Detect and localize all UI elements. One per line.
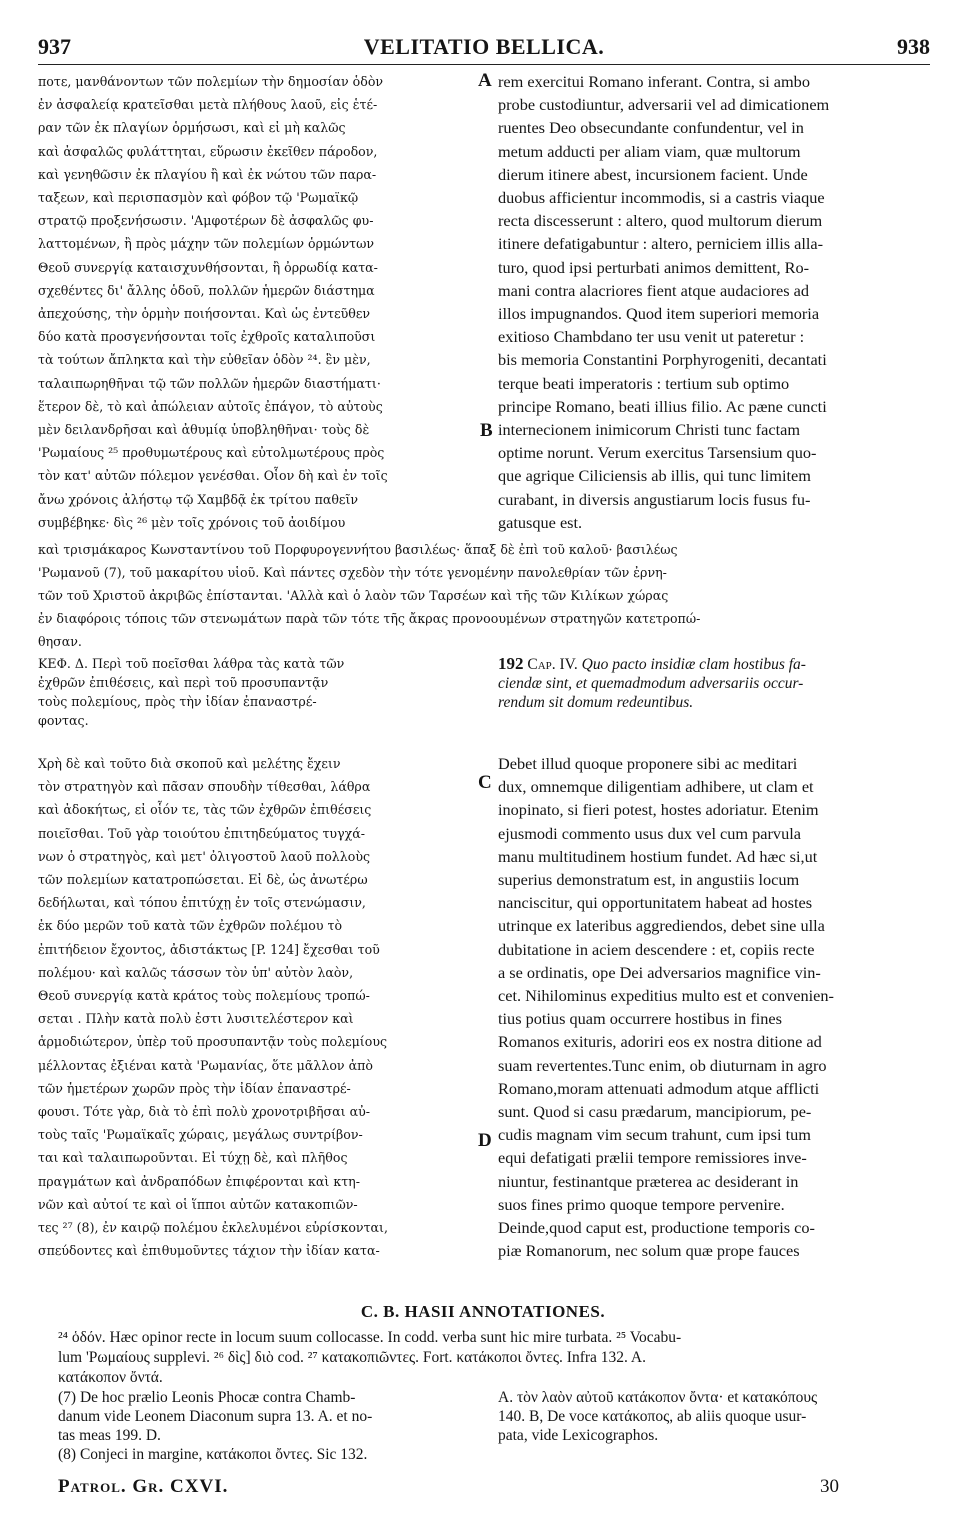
running-title: VELITATIO BELLICA. [363, 34, 605, 59]
text-line: illos impugnandos. Quod item superiori memoria [498, 304, 820, 324]
text-line: dierum itinere abest, incursionem facient. Unde [498, 164, 808, 184]
text-line: bis memoria Constantini Porphyrogeniti, decantati [498, 350, 827, 370]
note-line: tas meas 199. D. [58, 1427, 161, 1444]
footnote-line: κατάκοπον ὄντά. [58, 1369, 163, 1386]
text-line: metum adducti per aliam viam, quæ multorum [498, 141, 801, 161]
footnotes [58, 1328, 934, 1388]
margin-letter-c: C [478, 772, 492, 793]
footer-signature: 30 [820, 1476, 839, 1497]
chapter-column-number: 192 [498, 654, 524, 673]
text-line: θησαν. [38, 634, 82, 649]
chapter-title-line: rendum sit domum redeuntibus. [498, 694, 694, 711]
text-line: a se ordinatis, ope Dei adversarios magnifice vin- [498, 962, 821, 982]
footnote-line: lum 'Ρωμαίους supplevi. ²⁶ δὶς] διὸ cod. ²⁷ κατακοπιῶντες. Fort. κατάκοποι ὄντες. Infra 132. A. [58, 1349, 647, 1366]
chapter-label: Cap. IV. [527, 656, 578, 673]
text-line: σπεύδοντες καὶ ἐπιθυμοῦντες τάχιον τὴν ἰδίαν κατα- [38, 1243, 380, 1259]
text-line: inopinato, si fieri potest, hostes adoriatur. Etenim [498, 800, 819, 820]
margin-letter-d: D [478, 1130, 492, 1151]
text-line: niuntur, festinantque præterea ac desiderant in [498, 1171, 799, 1191]
text-line: καὶ ἀδοκήτως, εἰ οἷόν τε, τὰς τῶν ἐχθρῶν ἐπιθέσεις [38, 802, 372, 818]
text-line: Θεοῦ συνεργίᾳ κατὰ κράτος τοὺς πολεμίους τροπώ- [38, 988, 370, 1004]
text-line: curabant, in diversis angustiarum locis fusus fu- [498, 489, 811, 509]
chapter-title-line: Quo pacto insidiæ clam hostibus fa- [581, 656, 806, 673]
text-line: Romano,moram attenuati admodum atque afflicti [498, 1078, 820, 1098]
text-line: τὰ τούτων ἄπληκτα καὶ τὴν εὐθεῖαν ὁδὸν ²⁴. ἓν μὲν, [38, 352, 371, 368]
running-header [38, 34, 930, 64]
text-line: σχεθέντες δι' ἄλλης ὁδοῦ, πολλῶν ἡμερῶν διάστημα [38, 282, 375, 298]
text-line: τῶν πολεμίων κατατροπώσεται. Εἰ δὲ, ὡς ἀνωτέρω [38, 872, 368, 888]
text-line: piæ Romanorum, nec solum quæ prope fauces [498, 1241, 800, 1261]
greek-chapter-heading [38, 654, 478, 730]
text-line: ἐπιτήδειον ἔχοντος, ἀδιστάκτως [P. 124] ἔχεσθαι τοῦ [38, 941, 380, 957]
note-line: pata, vide Lexicographos. [498, 1427, 659, 1444]
note-line: 140. B, De voce κατάκοπος, ab aliis quoque usur- [498, 1408, 807, 1425]
text-line: nanciscitur, qui opportunitatem habeat ad hostes [498, 893, 813, 913]
margin-letter-a: A [478, 70, 492, 91]
text-line: δύο κατὰ προσγενήσονται τοῖς ἐχθροῖς καταλιποῦσι [38, 329, 376, 345]
latin-column-bottom [498, 752, 930, 1262]
text-line: τῶν ἡμετέρων χωρῶν πρὸς τὴν ἰδίαν ἐπαναστρέ- [38, 1080, 351, 1096]
text-line: duobus afficientur incommodis, si a castris viaque [498, 188, 825, 208]
text-line: manu multitudinem hostium fundet. Ad hæc si,ut [498, 846, 818, 866]
text-line: πραγμάτων καὶ ἀνδραπόδων ἐπιφέρονται καὶ κτη- [38, 1173, 360, 1189]
note-line: danum vide Leonem Diaconum supra 13. A. et no- [58, 1408, 373, 1425]
text-line: ἄνω χρόνοις ἀλήστῳ τῷ Χαμβδᾷ ἐκ τρίτου παθεῖν [38, 491, 359, 507]
annotations-heading: C. B. HASII ANNOTATIONES. [360, 1302, 606, 1321]
text-line: principe Romano, beati illius filio. Ac pæne cuncti [498, 396, 827, 416]
text-line: ποτε, μανθάνοντων τῶν πολεμίων τὴν δημοσίαν ὁδὸν [38, 74, 384, 89]
note-line: (7) De hoc prælio Leonis Phocæ contra Chamb- [58, 1389, 356, 1406]
text-line: que agrique Ciliciensis ab illis, qui tunc limitem [498, 466, 811, 486]
text-line: στρατῷ προξενήσωσιν. 'Αμφοτέρων δὲ ἀσφαλῶς φυ- [38, 213, 374, 229]
text-line: ἁρμοδιώτερον, ὑπὲρ τοῦ προσυπαντᾷν τοὺς πολεμίους [38, 1034, 388, 1050]
text-line: 'Ρωμανοῦ (7), τοῦ μακαρίτου υἱοῦ. Καὶ πάντες σχεδὸν τὴν τότε γενομένην πανολεθρίαν τῶν ἐρνη- [38, 565, 667, 580]
text-line: suos fines primo quoque tempore pervenire. [498, 1194, 785, 1214]
chapter-heading-line: φοντας. [38, 713, 89, 728]
text-line: mani contra alacriores fient atque audaciores ad [498, 280, 809, 300]
text-line: νῶν καὶ αὐτοί τε καὶ οἱ ἵπποι αὐτῶν κατακοπιῶν- [38, 1196, 358, 1212]
text-line: δεδήλωται, καὶ τόπου ἐπιτύχῃ ἐν τοῖς στενώμασιν, [38, 895, 366, 911]
margin-letter-b: B [480, 420, 493, 441]
text-line: tius potius quam occurrere hostibus in fines [498, 1009, 782, 1029]
text-line: terque beati imperatoris : tertium sub optimo [498, 373, 790, 393]
text-line: ἐν ἀσφαλείᾳ κρατεῖσθαι μετὰ πλήθους λαοῦ, εἰς ἑτέ- [38, 97, 378, 113]
text-line: καὶ γενηθῶσιν ἐκ πλαγίου ἢ καὶ ἐκ νώτου τῶν παρα- [38, 166, 377, 182]
page-number-right: 938 [897, 34, 930, 59]
text-line: ραν τῶν ἐκ πλαγίων ὁρμήσωσι, καὶ εἰ μὴ καλῶς [38, 120, 346, 136]
text-line: sunt. Quod si casu prædarum, mancipiorum, pe- [498, 1102, 812, 1122]
text-line: equi defatigati prælii tempore remissiores inve- [498, 1148, 807, 1168]
text-line: φουσι. Τότε γὰρ, διὰ τὸ ἐπὶ πολὺ χρονοτριβῆσαι αὐ- [38, 1104, 371, 1120]
chapter-title-line: ciendæ sint, et quemadmodum adversariis occur- [498, 675, 804, 692]
text-line: τὸν στρατηγὸν καὶ πᾶσαν σπουδὴν τίθεσθαι, λάθρα [38, 779, 371, 795]
text-line: συμβέβηκε· δὶς ²⁶ μὲν τοῖς χρόνοις τοῦ ἀοιδίμου [38, 514, 346, 530]
text-line: gatusque est. [498, 512, 583, 532]
text-line: utrinque ex lateribus aggrediendos, debet sine ulla [498, 916, 825, 936]
text-line: ἀπεχούσης, τὴν ὁρμὴν ποιήσονται. Καὶ ὡς ἐντεῦθεν [38, 306, 371, 322]
text-line: ἕτερον δὲ, τὸ καὶ ἀπώλειαν αὐτοῖς ἐπάγον, τὸ αὐτοὺς [38, 398, 383, 414]
text-line: ἐκ δύο μερῶν τοῦ κατὰ τῶν ἐχθρῶν πολέμου τὸ [38, 918, 343, 934]
text-line: μὲν δειλανδρῆσαι καὶ ἀθυμίᾳ ὑποβληθῆναι· τοὺς δὲ [38, 422, 370, 438]
text-line: Deinde,quod caput est, productione temporis co- [498, 1218, 815, 1238]
text-line: recta discesserunt : altero, quod multorum dierum [498, 211, 823, 231]
text-line: τὸν κατ' αὐτῶν πόλεμον γενέσθαι. Οἷον δὴ καὶ ἐν τοῖς [38, 468, 388, 484]
latin-column-top [498, 70, 930, 534]
page-number-left: 937 [38, 34, 71, 59]
text-line: Θεοῦ συνεργίᾳ καταισχυνθήσονται, ἢ ὀρρωδίᾳ κατα- [38, 259, 378, 275]
chapter-heading-line: τοὺς πολεμίους, πρὸς τὴν ἰδίαν ἐπαναστρέ- [38, 694, 317, 709]
text-line: ejusmodi commento usus dux vel cum parvula [498, 823, 801, 843]
text-line: superius demonstratum est, in angustiis locum [498, 870, 800, 890]
text-line: internecionem inimicorum Christi tunc factam [498, 420, 801, 440]
text-line: ruentes Deo obsecundante confundentur, vel in [498, 118, 804, 138]
notes-right [498, 1388, 930, 1445]
text-line: τες ²⁷ (8), ἐν καιρῷ πολέμου ἐκλελυμένοι εὑρίσκονται, [38, 1220, 388, 1236]
text-line: dux, omnemque diligentiam adhibere, ut clam et [498, 777, 814, 797]
greek-full-width [38, 538, 930, 653]
text-line: λαττομένων, ἢ πρὸς μάχην τῶν πολεμίων ὁρμώντων [38, 236, 374, 252]
text-line: 'Ρωμαίους ²⁵ προθυμωτέρους καὶ εὐτολμωτέρους πρὸς [38, 445, 385, 461]
text-line: suam revertentes.Tunc enim, ob diuturnam in agro [498, 1055, 827, 1075]
chapter-heading-line: ΚΕΦ. Δ. Περὶ τοῦ ποεῖσθαι λάθρα τὰς κατὰ τῶν [38, 656, 345, 671]
text-line: probe custodiuntur, adversarii vel ad dimicationem [498, 95, 830, 115]
text-line: πολέμου· καὶ καλῶς τάσσων τὸν ὑπ' αὐτὸν λαὸν, [38, 964, 354, 980]
text-line: τοὺς ταῖς 'Ρωμαϊκαῖς χώραις, μεγάλως συντρίβον- [38, 1127, 363, 1143]
text-line: dubitatione in aciem descendere : et, copiis recte [498, 939, 815, 959]
text-line: νων ὁ στρατηγὸς, καὶ μετ' ὀλιγοστοῦ λαοῦ πολλοὺς [38, 848, 371, 864]
text-line: ταξεων, καὶ περισπασμὸν καὶ φόβον τῷ 'Ρωμαϊκῷ [38, 190, 359, 206]
text-line: rem exercitui Romano inferant. Contra, si ambo [498, 72, 810, 91]
notes-left [58, 1388, 478, 1464]
chapter-heading-line: ἐχθρῶν ἐπιθέσεις, καὶ περὶ τοῦ προσυπαντᾷν [38, 675, 329, 690]
text-line: καὶ τρισμάκαρος Κωνσταντίνου τοῦ Πορφυρογεννήτου βασιλέως· ἅπαξ δὲ ἐπὶ τοῦ καλοῦ· βασιλέως [38, 542, 678, 557]
text-line: ται καὶ ταλαιπωροῦνται. Εἰ τύχῃ δὲ, καὶ πλῆθος [38, 1150, 348, 1166]
text-line: exitioso Chambdano ter usu venit ut pateretur : [498, 327, 805, 347]
text-line: σεται . Πλὴν κατὰ πολὺ ἐστι λυσιτελέστερον καὶ [38, 1011, 354, 1027]
text-line: cudis magnam vim secum trahunt, cum ipsi tum [498, 1125, 811, 1145]
text-line: optime norunt. Verum exercitus Tarsensium quo- [498, 443, 817, 463]
latin-chapter-heading [498, 654, 930, 712]
text-line: τῶν τοῦ Χριστοῦ ἀκριβῶς ἐπίστανται. 'Αλλὰ καὶ ὁ λαὸν τῶν Ταρσέων καὶ τῆς τῶν Κιλίκων χώρας [38, 588, 669, 603]
note-line: A. τὸν λαὸν αὐτοῦ κατάκοπον ὄντα· et κατακόπους [498, 1389, 818, 1406]
text-line: Debet illud quoque proponere sibi ac meditari [498, 754, 798, 773]
header-rule [38, 64, 930, 65]
text-line: Romanos exituris, adoriri eos ex nostra ditione ad [498, 1032, 822, 1052]
greek-column-bottom [38, 752, 480, 1262]
text-line: turo, quod ipsi perturbati animos demittent, Ro- [498, 257, 810, 277]
text-line: cet. Nihilominus expeditius multo est et convenien- [498, 986, 834, 1006]
text-line: ταλαιπωρηθῆναι τῷ τῶν πολλῶν ἡμερῶν διαστήματι· [38, 375, 381, 391]
text-line: Χρὴ δὲ καὶ τοῦτο διὰ σκοποῦ καὶ μελέτης ἔχειν [38, 756, 341, 771]
text-line: καὶ ἀσφαλῶς φυλάττηται, εὕρωσιν ἐκεῖθεν πάροδον, [38, 143, 378, 159]
text-line: itinere defatigabuntur : altero, perniciem illis alla- [498, 234, 824, 254]
note-line: (8) Conjeci in margine, κατάκοποι ὄντες. Sic 132. [58, 1446, 368, 1463]
footnote-line: ²⁴ ὁδόν. Hæc opinor recte in locum suum collocasse. In codd. verba sunt hic mire turbata. ²⁵ Vocabu- [58, 1329, 682, 1346]
greek-column-top [38, 70, 480, 534]
text-line: ἐν διαφόροις τόποις τῶν στενωμάτων παρὰ τῶν τότε τῆς ἄκρας προνοουμένων στρατηγῶν κατετροπώ- [38, 611, 701, 626]
text-line: μέλλοντας ἐξιέναι κατὰ 'Ρωμανίας, ὅτε μᾶλλον ἀπὸ [38, 1057, 373, 1073]
footer-volume: Patrol. Gr. CXVI. [58, 1476, 229, 1497]
text-line: ποιεῖσθαι. Τοῦ γὰρ τοιούτου ἐπιτηδεύματος τυγχά- [38, 825, 365, 841]
